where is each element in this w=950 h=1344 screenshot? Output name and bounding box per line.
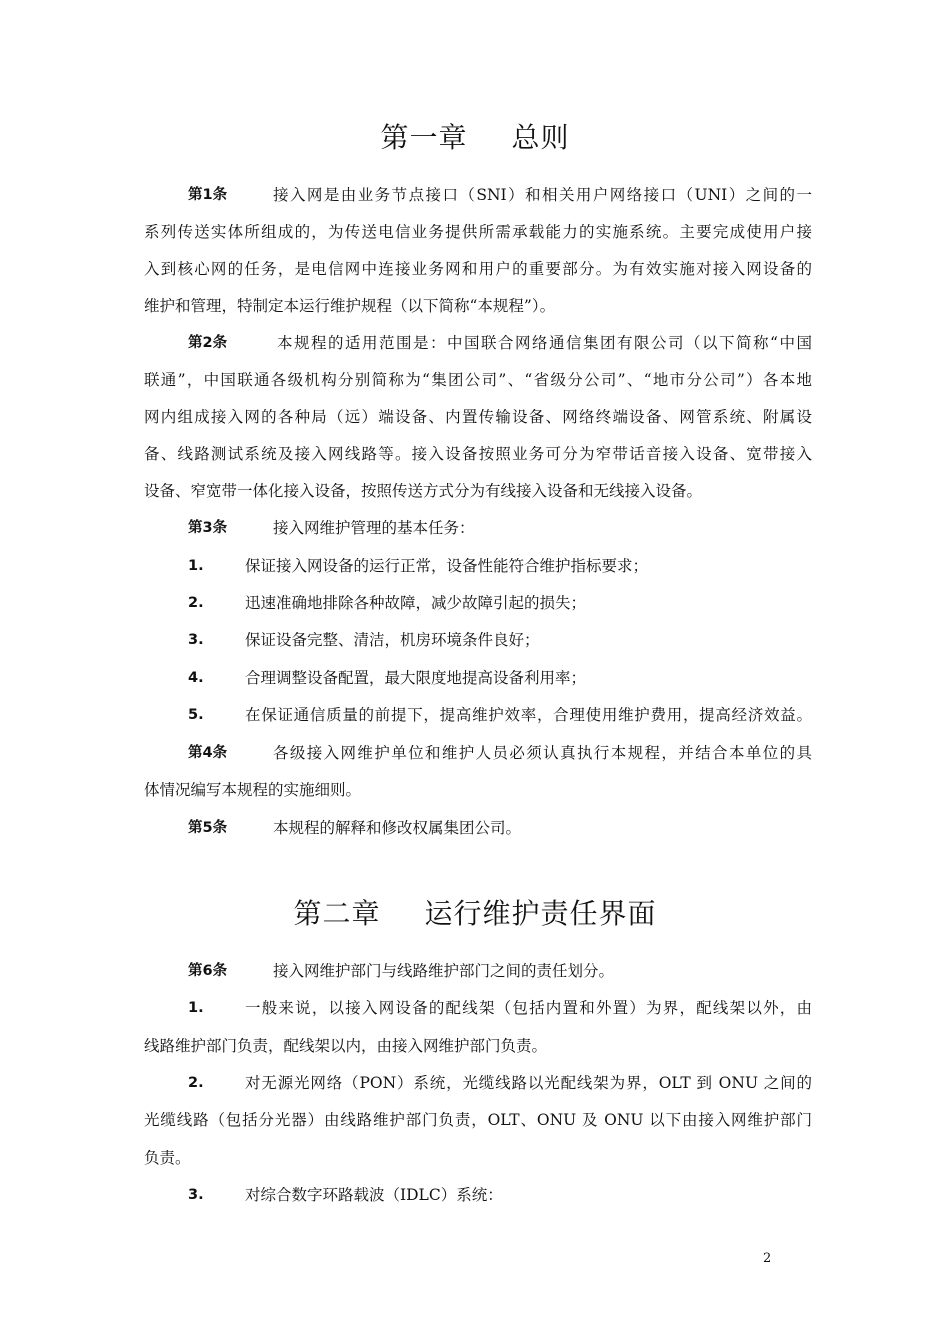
- list-item-text: 对无源光网络（PON）系统，光缆线路以光配线架为界，OLT 到 ONU 之间的: [245, 1074, 812, 1092]
- article-text: 设备、窄宽带一体化接入设备，按照传送方式分为有线接入设备和无线接入设备。: [144, 482, 703, 500]
- page-number: 2: [763, 1251, 772, 1266]
- chapter-heading: [0, 892, 950, 932]
- article-text: 各级接入网维护单位和维护人员必须认真执行本规程，并结合本单位的具: [273, 744, 812, 762]
- article-text: 本规程的适用范围是：中国联合网络通信集团有限公司（以下简称“中国: [277, 334, 812, 352]
- article-text: 备、线路测试系统及接入网线路等。接入设备按照业务可分为窄带话音接入设备、宽带接入: [144, 445, 812, 463]
- list-item-number: 1.: [188, 1000, 204, 1016]
- list-item-text: 在保证通信质量的前提下，提高维护效率，合理使用维护费用，提高经济效益。: [245, 706, 812, 724]
- article-text: 维护和管理，特制定本运行维护规程（以下简称“本规程”）。: [144, 297, 556, 315]
- chapter-number: 第一章: [380, 121, 468, 154]
- article-text: 接入网维护管理的基本任务：: [273, 519, 475, 537]
- article-text: 联通”，中国联通各级机构分别简称为“集团公司”、“省级分公司”、“地市分公司”）各本地: [144, 371, 812, 389]
- list-item-number: 1.: [188, 558, 204, 574]
- chapter-number: 第二章: [293, 897, 381, 930]
- article-label: 第3条: [188, 520, 228, 536]
- list-item-number: 2.: [188, 595, 204, 611]
- list-item-number: 5.: [188, 707, 204, 723]
- list-item-text: 迅速准确地排除各种故障，减少故障引起的损失；: [245, 594, 587, 612]
- article-label: 第2条: [188, 335, 228, 351]
- list-item-number: 4.: [188, 670, 204, 686]
- article-text: 体情况编写本规程的实施细则。: [144, 781, 362, 799]
- list-item-number: 3.: [188, 632, 204, 648]
- list-item-continuation: 线路维护部门负责，配线架以内，由接入网维护部门负责。: [144, 1037, 548, 1055]
- article-text: 网内组成接入网的各种局（远）端设备、内置传输设备、网络终端设备、网管系统、附属设: [144, 408, 812, 426]
- list-item-text: 对综合数字环路载波（IDLC）系统：: [245, 1186, 503, 1204]
- list-item-text: 保证设备完整、清洁，机房环境条件良好；: [245, 631, 540, 649]
- list-item-continuation: 负责。: [144, 1149, 191, 1167]
- list-item-text: 保证接入网设备的运行正常，设备性能符合维护指标要求；: [245, 557, 649, 575]
- article-text: 入到核心网的任务，是电信网中连接业务网和用户的重要部分。为有效实施对接入网设备的: [144, 260, 812, 278]
- article-label: 第6条: [188, 963, 228, 979]
- article-text: 接入网维护部门与线路维护部门之间的责任划分。: [273, 962, 615, 980]
- list-item-text: 一般来说，以接入网设备的配线架（包括内置和外置）为界，配线架以外，由: [245, 999, 812, 1017]
- article-label: 第5条: [188, 820, 228, 836]
- list-item-number: 3.: [188, 1187, 204, 1203]
- article-label: 第4条: [188, 745, 228, 761]
- article-text: 系列传送实体所组成的，为传送电信业务提供所需承载能力的实施系统。主要完成使用户接: [144, 223, 812, 241]
- chapter-title: 运行维护责任界面: [424, 897, 657, 930]
- article-text: 接入网是由业务节点接口（SNI）和相关用户网络接口（UNI）之间的一: [273, 186, 812, 204]
- chapter-title: 总则: [511, 121, 570, 154]
- article-label: 第1条: [188, 187, 228, 203]
- article-text: 本规程的解释和修改权属集团公司。: [273, 819, 522, 837]
- list-item-text: 合理调整设备配置，最大限度地提高设备利用率；: [245, 669, 587, 687]
- chapter-heading: [0, 116, 950, 156]
- list-item-number: 2.: [188, 1075, 204, 1091]
- list-item-continuation: 光缆线路（包括分光器）由线路维护部门负责，OLT、ONU 及 ONU 以下由接入网维护部门: [144, 1111, 812, 1129]
